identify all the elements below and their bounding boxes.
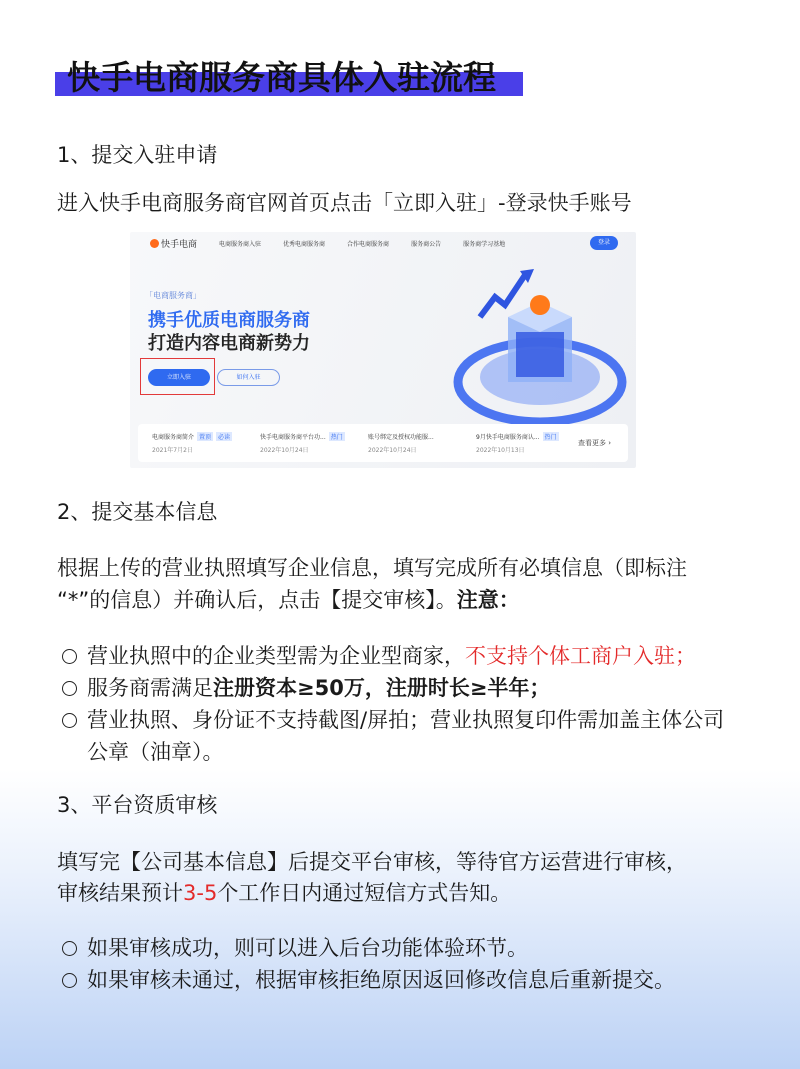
kuaishou-logo-icon xyxy=(150,239,159,248)
nav-item: 电商服务商入驻 xyxy=(219,240,262,248)
circle-bullet-icon xyxy=(62,681,77,696)
bullet-item: 营业执照中的企业类型需为企业型商家，不支持个体工商户入驻； xyxy=(60,640,696,672)
nav-item: 服务商公告 xyxy=(411,240,442,248)
news-item: 电商服务商简介 置顶 必读 2021年7月2日 xyxy=(152,434,231,454)
join-now-button: 立即入驻 xyxy=(148,369,210,386)
news-item: 快手电商服务商平台功... 热门 2022年10月24日 xyxy=(260,434,343,454)
step3-line1: 填写完【公司基本信息】后提交平台审核，等待官方运营进行审核， xyxy=(57,850,687,874)
site-headline: 携手优质电商服务商 xyxy=(148,310,310,331)
step2-line1: 根据上传的营业执照填写企业信息，填写完成所有必填信息（即标注 xyxy=(57,556,687,580)
circle-bullet-icon xyxy=(62,973,77,988)
step2-heading: 2、提交基本信息 xyxy=(57,500,218,524)
circle-bullet-icon xyxy=(62,941,77,956)
website-screenshot xyxy=(130,232,636,468)
see-more-link: 查看更多 › xyxy=(578,439,612,447)
news-bar xyxy=(138,424,628,462)
site-tag: 「电商服务商」 xyxy=(145,291,201,300)
bullet-item: 如果审核成功，则可以进入后台功能体验环节。 xyxy=(60,932,528,964)
nav-item: 服务商学习基地 xyxy=(463,240,506,248)
hero-illustration xyxy=(450,257,630,432)
bullet-item: 营业执照、身份证不支持截图/屏拍；营业执照复印件需加盖主体公司 公章（油章）。 xyxy=(60,704,724,768)
login-button: 登录 xyxy=(590,236,618,250)
page-title: 快手电商服务商具体入驻流程 xyxy=(55,50,525,100)
step3-heading: 3、平台资质审核 xyxy=(57,793,218,817)
site-subheadline: 打造内容电商新势力 xyxy=(148,333,310,354)
news-item: 账号绑定及授权功能服... 2022年10月24日 xyxy=(368,434,434,454)
bullet-item: 服务商需满足注册资本≥50万，注册时长≥半年； xyxy=(60,672,550,704)
step3-line2: 审核结果预计3-5个工作日内通过短信方式告知。 xyxy=(57,881,512,905)
site-nav xyxy=(130,232,636,254)
step1-text: 进入快手电商服务商官网首页点击「立即入驻」-登录快手账号 xyxy=(57,191,632,215)
step1-heading: 1、提交入驻申请 xyxy=(57,143,218,167)
circle-bullet-icon xyxy=(62,713,77,728)
site-logo: 快手电商 xyxy=(150,237,197,250)
nav-item: 优秀电商服务商 xyxy=(283,240,326,248)
step2-line2: “*”的信息）并确认后，点击【提交审核】。注意： xyxy=(57,588,520,612)
nav-item: 合作电商服务商 xyxy=(347,240,390,248)
bullet-item: 如果审核未通过，根据审核拒绝原因返回修改信息后重新提交。 xyxy=(60,964,675,996)
circle-bullet-icon xyxy=(62,649,77,664)
how-to-join-button: 如何入驻 xyxy=(217,369,280,386)
news-item: 9月快手电商服务商认... 热门 2022年10月13日 xyxy=(476,434,557,454)
